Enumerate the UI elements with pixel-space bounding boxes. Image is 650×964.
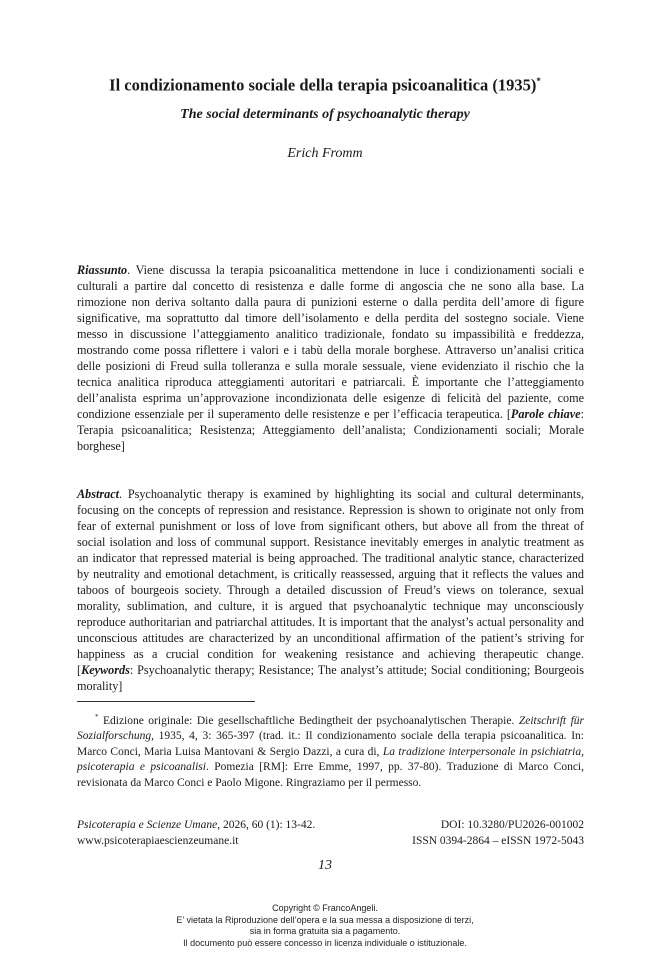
journal-issn: ISSN 0394-2864 – eISSN 1972-5043 bbox=[412, 835, 584, 847]
abstract-label: Abstract bbox=[77, 487, 119, 501]
abstract-keywords: : Psychoanalytic therapy; Resistance; The analyst’s attitude; Social conditioning; Bourgeois morality] bbox=[77, 663, 584, 693]
footnote-part1: Edizione originale: Die gesellschaftliche Bedingtheit der psychoanalytischen Therapie. bbox=[98, 714, 519, 727]
copyright-line-3: sia in forma gratuita sia a pagamento. bbox=[249, 926, 401, 936]
footnote-part2: , 1935, 4, 3: 365-397 (trad. it.: Il condizionamento sociale della terapia psicoanalitica. In: Marco Conci, Maria Luisa Mantovani & Sergio Dazzi, a cura di, bbox=[77, 730, 584, 758]
riassunto-keywords: : Terapia psicoanalitica; Resistenza; Atteggiamento dell’analista; Condizionamenti sociali; Morale borghese] bbox=[77, 407, 584, 453]
riassunto-text: . Viene discussa la terapia psicoanalitica mettendone in luce i condizionamenti sociali e culturali a partire dal concetto di resistenza e dalle forme di angoscia che ne sono alla base. La rimozione non deriva soltanto dalla paura di punizioni esterne o dalla perdita dell’amore di figure significative, ma soprattutto dal timore dell’isolamento e della perdita del sostegno sociale. Viene messo in discussione l’atteggiamento analitico tradizionale, fondato su impassibilità e freddezza, mostrando come possa riflettere i valori e i tabù della morale borghese. Attraverso un’analisi critica delle posizioni di Freud sulla tolleranza e sulla morale sessuale, viene evidenziato il rischio che la tecnica analitica riproduca atteggiamenti autoritari e patriarcali. È importante che l’atteggiamento dell’analista esprima un’approvazione incondizionata delle esigenze di felicità del paziente, come condizione essenziale per il superamento delle resistenze e per l’efficacia terapeutica. [ bbox=[77, 263, 584, 421]
copyright-line-4: Il documento può essere concesso in licenza individuale o istituzionale. bbox=[183, 937, 467, 948]
footnote-mark: * bbox=[95, 713, 99, 721]
title-footnote-mark: * bbox=[536, 76, 541, 86]
abstract-keywords-label: Keywords bbox=[81, 663, 130, 677]
page-number: 13 bbox=[318, 858, 332, 873]
footnote bbox=[77, 710, 584, 791]
copyright-line-1: Copyright © FrancoAngeli. bbox=[272, 903, 378, 913]
copyright-line-2: E’ vietata la Riproduzione dell’opera e la sua messa a disposizione di terzi, bbox=[176, 914, 474, 925]
article-title bbox=[60, 70, 590, 97]
journal-info bbox=[77, 817, 315, 849]
journal-citation: , 2026, 60 (1): 13-42. bbox=[217, 819, 316, 831]
title-text: Il condizionamento sociale della terapia psicoanalitica (1935) bbox=[109, 75, 537, 95]
abstract-text: . Psychoanalytic therapy is examined by highlighting its social and cultural determinants, focusing on the concepts of repression and resistance. Repression is shown to originate not only from fear of external punishment or loss of love from significant others, but above all from the threat of social isolation and loss of communal support. Resistance inevitably emerges in analytic treatment as an indicator that repressed material is being approached. The traditional analytic stance, characterized by neutrality and emotional detachment, is critically reassessed, arguing that it reflects the values and taboos of bourgeois society. Through a detailed discussion of Freud’s views on tolerance, sexual morality, sublimation, and culture, it is argued that psychoanalytic technique may unconsciously reproduce authoritarian and patriarchal attitudes. It is important that the analyst’s actual personality and unconscious attitudes are characterized by an unconditional affirmation of the patient’s striving for happiness as a crucial condition for weakening resistance and achieving therapeutic change. [ bbox=[77, 487, 584, 677]
author-name: Erich Fromm bbox=[287, 146, 363, 161]
journal-identifiers bbox=[412, 817, 584, 849]
copyright-notice bbox=[0, 903, 650, 949]
footnote-part3: . Pomezia [RM]: Erre Emme, 1997, pp. 37-80). Traduzione di Marco Conci, revisionata da Marco Conci e Paolo Migone. Ringraziamo per il permesso. bbox=[77, 761, 584, 789]
journal-doi: DOI: 10.3280/PU2026-001002 bbox=[440, 819, 584, 831]
riassunto-label: Riassunto bbox=[77, 263, 128, 277]
footnote-book-title: La tradizione interpersonale in psichiatria, psicoterapia e psicoanalisi bbox=[77, 745, 584, 774]
journal-website[interactable]: www.psicoterapiaescienzeumane.it bbox=[77, 835, 239, 847]
journal-name: Psicoterapia e Scienze Umane bbox=[77, 819, 218, 831]
footnote-divider bbox=[77, 701, 255, 702]
riassunto-paragraph bbox=[77, 262, 584, 454]
footnote-journal-title: Zeitschrift für Sozialforschung bbox=[77, 714, 584, 743]
article-subtitle: The social determinants of psychoanalytic therapy bbox=[180, 107, 470, 122]
abstract-paragraph bbox=[77, 486, 584, 694]
riassunto-keywords-label: Parole chiave bbox=[510, 407, 581, 421]
